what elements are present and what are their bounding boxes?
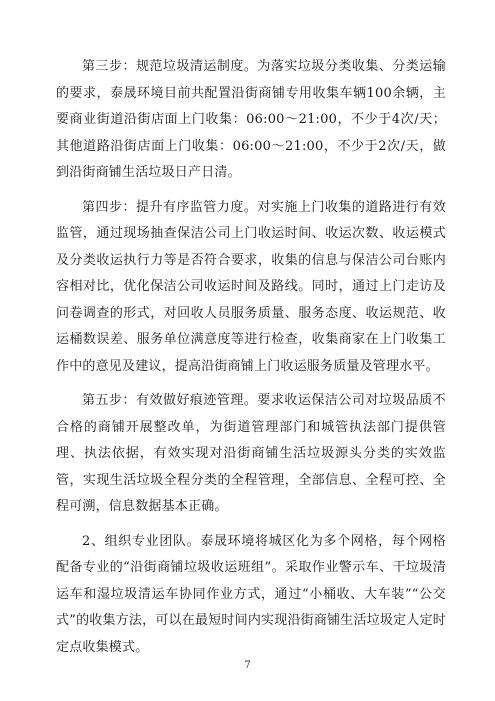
document-body [56, 54, 446, 669]
paragraph-team: 2、组织专业团队。泰晟环境将城区化为多个网格，每个网格配备专业的“沿街商铺垃圾收运班组”。采取作业警示车、干垃圾清运车和湿垃圾清运车协同作业方式，通过“小桶收、大车装”“公交式”的收集方法，可以在最短时间内实现沿街商铺生活垃圾定人定时定点收集模式。 [56, 533, 446, 655]
paragraph-step-three: 第三步：规范垃圾清运制度。为落实垃圾分类收集、分类运输的要求，泰晟环境目前共配置沿街商铺专用收集车辆100余辆，主要商业街道沿街店面上门收集：06:00～21:00，不少于4次/天；其他道路沿街店面上门收集：06:00～21:00，不少于2次/天，做到沿街商铺生活垃圾日产日清。 [56, 59, 446, 180]
page-number: 7 [244, 660, 251, 671]
paragraph-step-four: 第四步：提升有序监管力度。对实施上门收集的道路进行有效监管，通过现场抽查保洁公司上门收运时间、收运次数、收运模式及分类收运执行力等是否符合要求，收集的信息与保洁公司台账内容相对比，优化保洁公司收运时间及路线。同时，通过上门走访及问卷调查的形式，对回收人员服务质量、服务态度、收运规范、收运桶数误差、服务单位满意度等进行检查，收集商家在上门收集工作中的意见及建议，提高沿街商铺上门收运服务质量及管理水平。 [56, 199, 446, 374]
paragraph-step-five: 第五步：有效做好痕迹管理。要求收运保洁公司对垃圾品质不合格的商铺开展整改单，为街道管理部门和城管执法部门提供管理、执法依据，有效实现对沿街商铺生活垃圾源头分类的实效监管，实现生活垃圾全程分类的全程管理，全部信息、全程可控、全程可溯，信息数据基本正确。 [56, 393, 446, 514]
